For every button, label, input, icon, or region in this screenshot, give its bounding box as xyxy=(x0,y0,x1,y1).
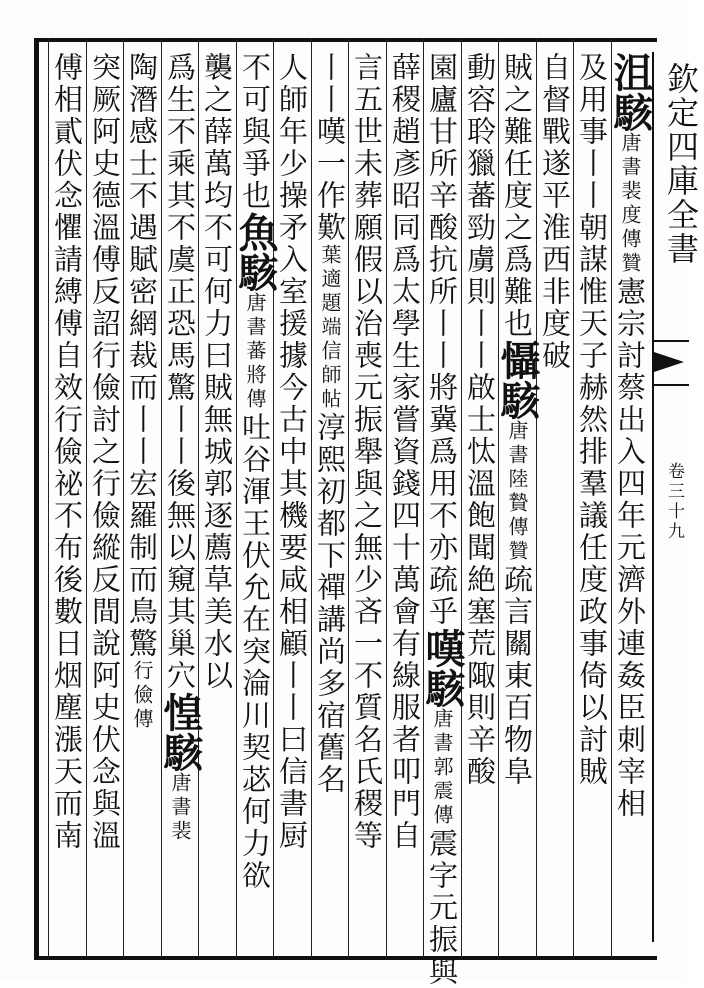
body-text: 淳熙初都下禪講尚多宿舊名 xyxy=(313,412,347,796)
body-text: 吐谷渾王伏允在突淪川契苾何力欲 xyxy=(238,412,272,892)
text-column xyxy=(313,52,349,942)
body-text: 襲之薛萬均不可何力曰賊無城郭逐薦草美水以 xyxy=(200,52,234,692)
entry-heading: 魚駭 xyxy=(232,212,279,292)
entry-heading: 嘆駭 xyxy=(419,628,466,708)
body-text: 自督戰遂平淮西非度破 xyxy=(538,52,572,372)
body-text: 啟士忲溫飽聞絶塞荒陬則辛酸 xyxy=(463,372,497,788)
entry-heading: 惶駭 xyxy=(157,692,204,772)
entry-heading: 沮駭 xyxy=(607,52,654,132)
source-note: 葉適題端信師帖 xyxy=(318,244,342,412)
body-text: 傅相貳伏念懼請縛傅自效行儉祕不布後數日烟塵漲天而南 xyxy=(50,52,84,852)
margin-column xyxy=(652,52,700,942)
body-text: 丨丨朝謀惟天子赫然排羣議任度政事倚以討賊 xyxy=(575,148,609,788)
text-column xyxy=(575,52,611,942)
body-text: 園廬甘所辛酸抗所丨丨將冀爲用不亦疏乎 xyxy=(425,52,459,628)
text-column xyxy=(494,52,541,942)
source-note: 唐書郭震傳 xyxy=(430,708,454,828)
body-text: 不可與爭也 xyxy=(238,52,272,212)
fish-tail-rule-top xyxy=(654,340,689,342)
text-column xyxy=(88,52,124,942)
body-text: 動容聆獵蕃勁虜則丨丨 xyxy=(463,52,497,372)
body-text: 爲生不乘其不虞正恐馬驚丨丨後無以窺其巢穴 xyxy=(163,52,197,692)
text-column xyxy=(350,52,386,942)
body-text: 薛稷趙彥昭同爲太學生家嘗資錢四十萬會有線服者叩門自 xyxy=(388,52,422,852)
book-title: 欽定四庫全書 xyxy=(662,62,700,266)
body-text: 震字元振與 xyxy=(425,828,459,988)
text-column xyxy=(463,52,499,942)
text-column xyxy=(388,52,424,942)
body-text: 人師年少操矛入室援據今古中其機要咸相顧丨丨曰信書厨 xyxy=(275,52,309,852)
body-text: 陶潛感士不遇賦密網裁而丨丨宏羅制而鳥驚 xyxy=(125,52,159,660)
text-column xyxy=(50,52,86,942)
body-text: 言五世未葬願假以治喪元振舉與之無少吝一不質名氏稷等 xyxy=(350,52,384,852)
text-column xyxy=(275,52,311,942)
body-text: 疏言關東百物阜 xyxy=(500,564,534,788)
volume-number: 卷三十九 xyxy=(664,462,684,542)
body-text: 賊之難任度之爲難也 xyxy=(500,52,534,340)
fish-tail-rule-bottom xyxy=(654,384,689,386)
body-text: 及用事 xyxy=(575,52,609,148)
entry-heading: 懾駭 xyxy=(494,340,541,420)
text-column xyxy=(200,52,236,942)
fish-tail-mark xyxy=(654,352,684,372)
body-text: 突厥阿史德溫傅反詔行儉討之行儉縱反間說阿史伏念與溫 xyxy=(88,52,122,852)
text-column xyxy=(419,52,466,988)
text-column xyxy=(538,52,574,942)
source-note: 唐書裴 xyxy=(168,772,192,844)
text-column xyxy=(125,52,161,942)
source-note: 唐書裴度傳贊 xyxy=(618,132,642,276)
body-text: 憲宗討蔡出入四年元濟外連姦臣刺宰相 xyxy=(613,276,647,820)
text-column xyxy=(607,52,654,942)
text-column xyxy=(157,52,204,942)
source-note: 唐書蕃將傳 xyxy=(243,292,267,412)
source-note: 唐書陸贄傳贊 xyxy=(505,420,529,564)
body-text: 丨丨嘆一作歎 xyxy=(313,52,347,244)
source-note: 行儉傳 xyxy=(130,660,154,732)
text-column xyxy=(232,52,279,942)
